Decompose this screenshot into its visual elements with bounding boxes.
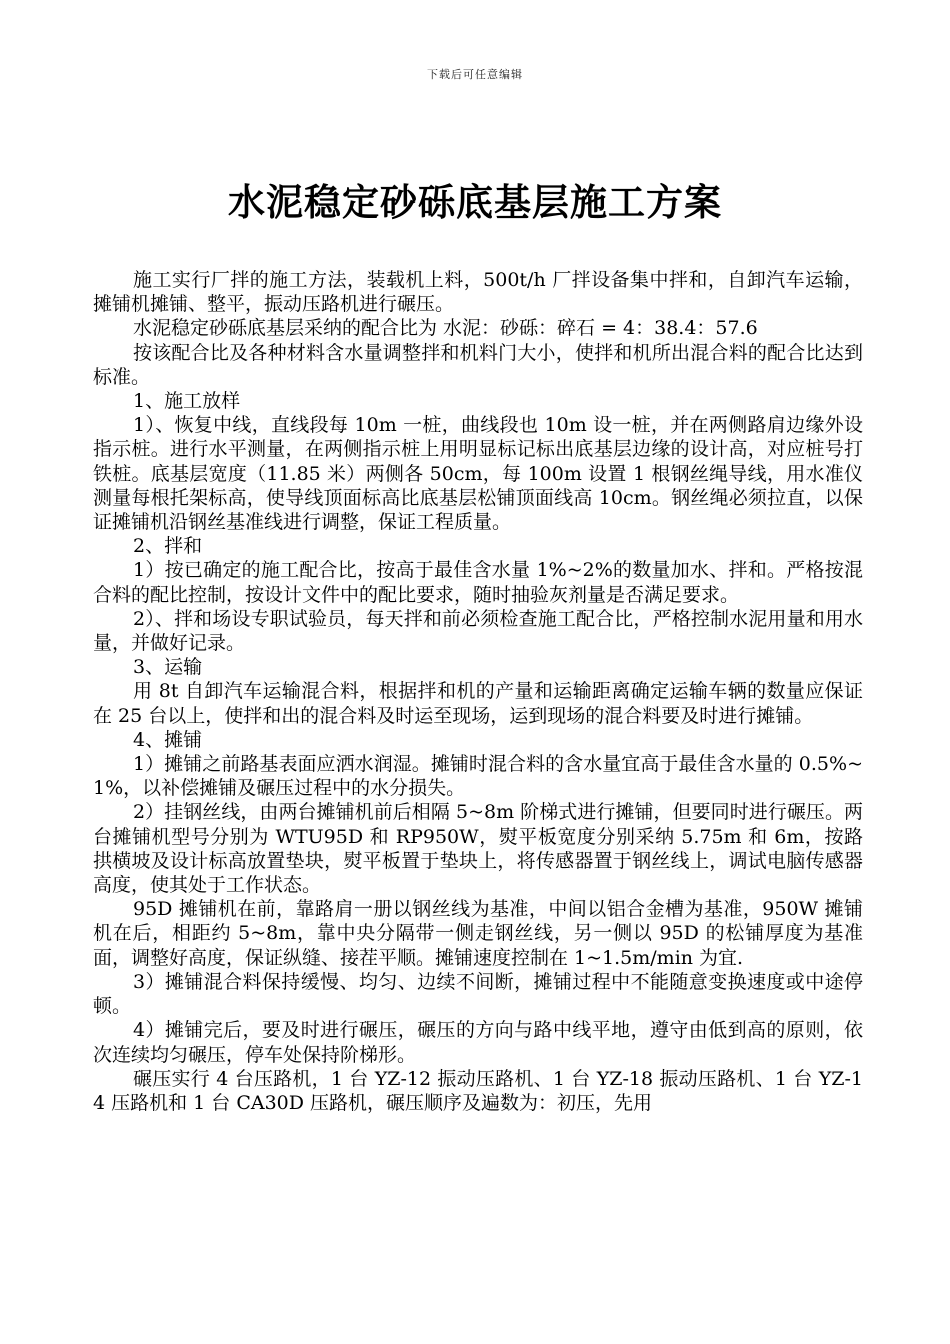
paragraph-mixing-1: 1）按已确定的施工配合比，按高于最佳含水量 1%~2%的数量加水、拌和。严格按混合料的配比控制，按设计文件中的配比要求，随时抽验灰剂量是否满足要求。 bbox=[93, 559, 863, 606]
paragraph-intro: 施工实行厂拌的施工方法，装载机上料，500t/h 厂拌设备集中拌和，自卸汽车运输，摊铺机摊铺、整平，振动压路机进行碾压。 bbox=[93, 269, 863, 316]
header-note: 下载后可任意编辑 bbox=[427, 68, 523, 81]
paragraph-mixing-2: 2）、拌和场设专职试验员，每天拌和前必须检查施工配合比，严格控制水泥用量和用水量，并做好记录。 bbox=[93, 607, 863, 655]
paragraph-compaction: 碾压实行 4 台压路机，1 台 YZ-12 振动压路机、1 台 YZ-18 振动压路机、1 台 YZ-14 压路机和 1 台 CA30D 压路机，碾压顺序及遍数为：初压，先用 bbox=[93, 1067, 863, 1114]
paragraph-paving-3: 3）摊铺混合料保持缓慢、均匀、边续不间断，摊铺过程中不能随意变换速度或中途停顿。 bbox=[93, 970, 863, 1018]
document-body bbox=[93, 268, 863, 1115]
paragraph-paving-95d: 95D 摊铺机在前，靠路肩一册以钢丝线为基准，中间以铝合金槽为基准，950W 摊铺机在后，相距约 5~8m，靠中央分隔带一侧走钢丝线，另一侧以 95D 的松铺厚度为基准面，调整好高度，保证纵缝、接茬平顺。摊铺速度控制在 1~1.5m/min 为宜. bbox=[93, 898, 863, 969]
section-heading-paving: 4、摊铺 bbox=[133, 728, 203, 751]
paragraph-setting-out: 1）、恢复中线，直线段每 10m 一桩，曲线段也 10m 设一桩，并在两侧路肩边缘外设指示桩。进行水平测量，在两侧指示桩上用明显标记标出底基层边缘的设计高，对应桩号打铁桩。底基层宽度（11.85 米）两侧各 50cm，每 100m 设置 1 根钢丝绳导线，用水准仪测量每根托架标高，使导线顶面标高比底基层松铺顶面线高 10cm。钢丝绳必须拉直，以保证摊铺机沿钢丝基准线进行调整，保证工程质量。 bbox=[93, 414, 863, 534]
paragraph-mix-adjust: 按该配合比及各种材料含水量调整拌和机料门大小，使拌和机所出混合料的配合比达到标准。 bbox=[93, 341, 863, 388]
paragraph-paving-4: 4）摊铺完后，要及时进行碾压，碾压的方向与路中线平地，遵守由低到高的原则，依次连续均匀碾压，停车处保持阶梯形。 bbox=[93, 1019, 863, 1066]
section-heading-mixing: 2、拌和 bbox=[133, 535, 203, 558]
paragraph-paving-1: 1）摊铺之前路基表面应洒水润湿。摊铺时混合料的含水量宜高于最佳含水量的 0.5%~1%，以补偿摊铺及碾压过程中的水分损失。 bbox=[93, 753, 863, 800]
section-heading-setting-out: 1、施工放样 bbox=[133, 390, 241, 413]
paragraph-mix-ratio: 水泥稳定砂砾底基层采纳的配合比为 水泥：砂砾：碎石 = 4：38.4：57.6 bbox=[133, 317, 758, 340]
section-heading-transport: 3、运输 bbox=[133, 656, 203, 679]
paragraph-transport: 用 8t 自卸汽车运输混合料，根据拌和机的产量和运输距离确定运输车辆的数量应保证在 25 台以上，使拌和出的混合料及时运至现场，运到现场的混合料要及时进行摊铺。 bbox=[93, 680, 863, 727]
document-title: 水泥稳定砂砾底基层施工方案 bbox=[228, 180, 722, 224]
paragraph-paving-2: 2）挂钢丝线，由两台摊铺机前后相隔 5~8m 阶梯式进行摊铺，但要同时进行碾压。两台摊铺机型号分别为 WTU95D 和 RP950W，熨平板宽度分别采纳 5.75m 和 6m，按路拱横坡及设计标高放置垫块，熨平板置于垫块上，将传感器置于钢丝线上，调试电脑传感器高度，使其处于工作状态。 bbox=[93, 801, 863, 897]
